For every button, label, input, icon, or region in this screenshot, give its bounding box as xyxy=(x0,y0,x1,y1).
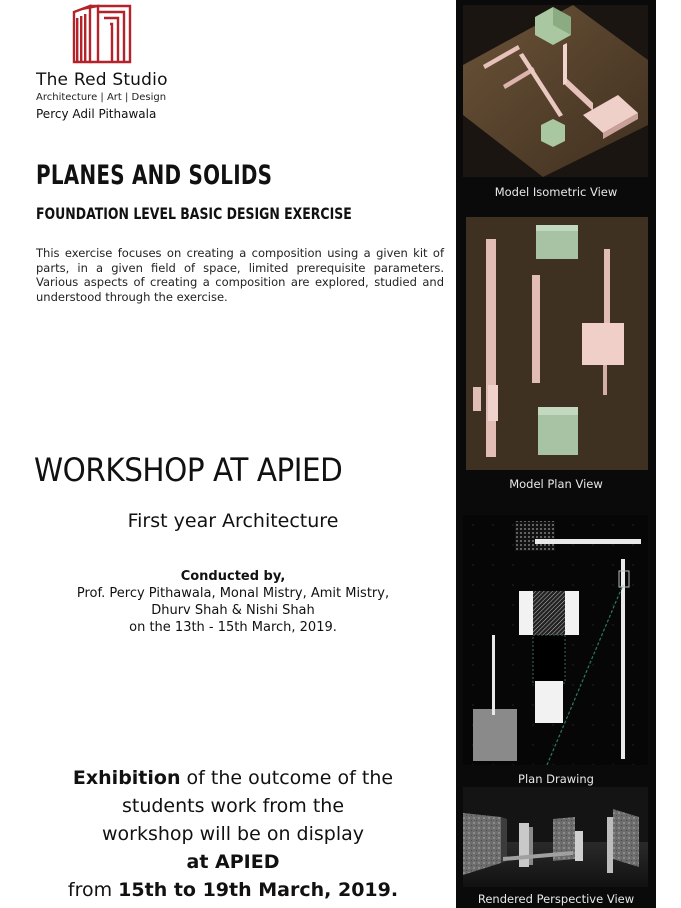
exhibition-dates: 15th to 19th March, 2019. xyxy=(118,879,399,901)
exhibition-from: from xyxy=(67,879,119,901)
caption-isometric: Model Isometric View xyxy=(494,185,618,199)
workshop-title: WORKSHOP AT APIED xyxy=(34,451,343,489)
exhibition-block xyxy=(0,764,466,904)
studio-name: The Red Studio xyxy=(36,70,168,90)
caption-plan-view: Model Plan View xyxy=(509,477,603,491)
caption-rendered-perspective: Rendered Perspective View xyxy=(477,892,635,906)
workshop-audience: First year Architecture xyxy=(127,510,339,532)
conductors-line: Prof. Percy Pithawala, Monal Mistry, Amit Mistry, xyxy=(76,586,390,601)
exhibition-line3: workshop will be on display xyxy=(101,823,365,845)
conducted-label: Conducted by, xyxy=(180,569,286,584)
exhibition-line1: of the outcome of the xyxy=(180,767,394,789)
rendered-perspective-image xyxy=(463,787,648,887)
page-subtitle: FOUNDATION LEVEL BASIC DESIGN EXERCISE xyxy=(36,204,352,223)
conductors-line-2: Dhurv Shah & Nishi Shah xyxy=(151,603,315,618)
caption-plan-drawing: Plan Drawing xyxy=(518,772,594,786)
model-isometric-image xyxy=(463,5,648,177)
red-studio-logo-icon xyxy=(70,4,134,64)
studio-person: Percy Adil Pithawala xyxy=(36,107,157,121)
conducted-dates: on the 13th - 15th March, 2019. xyxy=(129,620,337,635)
exhibition-line2: students work from the xyxy=(121,795,345,817)
model-plan-image xyxy=(466,217,648,470)
exhibition-venue: at APIED xyxy=(186,851,280,873)
page-title: PLANES AND SOLIDS xyxy=(36,160,273,191)
studio-tagline: Architecture | Art | Design xyxy=(36,92,167,103)
exhibition-lead: Exhibition xyxy=(72,767,181,789)
conducted-by-block xyxy=(0,568,466,636)
plan-drawing-image xyxy=(463,515,648,765)
exercise-description: This exercise focuses on creating a composition using a given kit of parts, in a given field of space, limited prerequisite parameters. Various aspects of creating a composition are explored, studied and understood through the exercise. xyxy=(36,246,444,304)
